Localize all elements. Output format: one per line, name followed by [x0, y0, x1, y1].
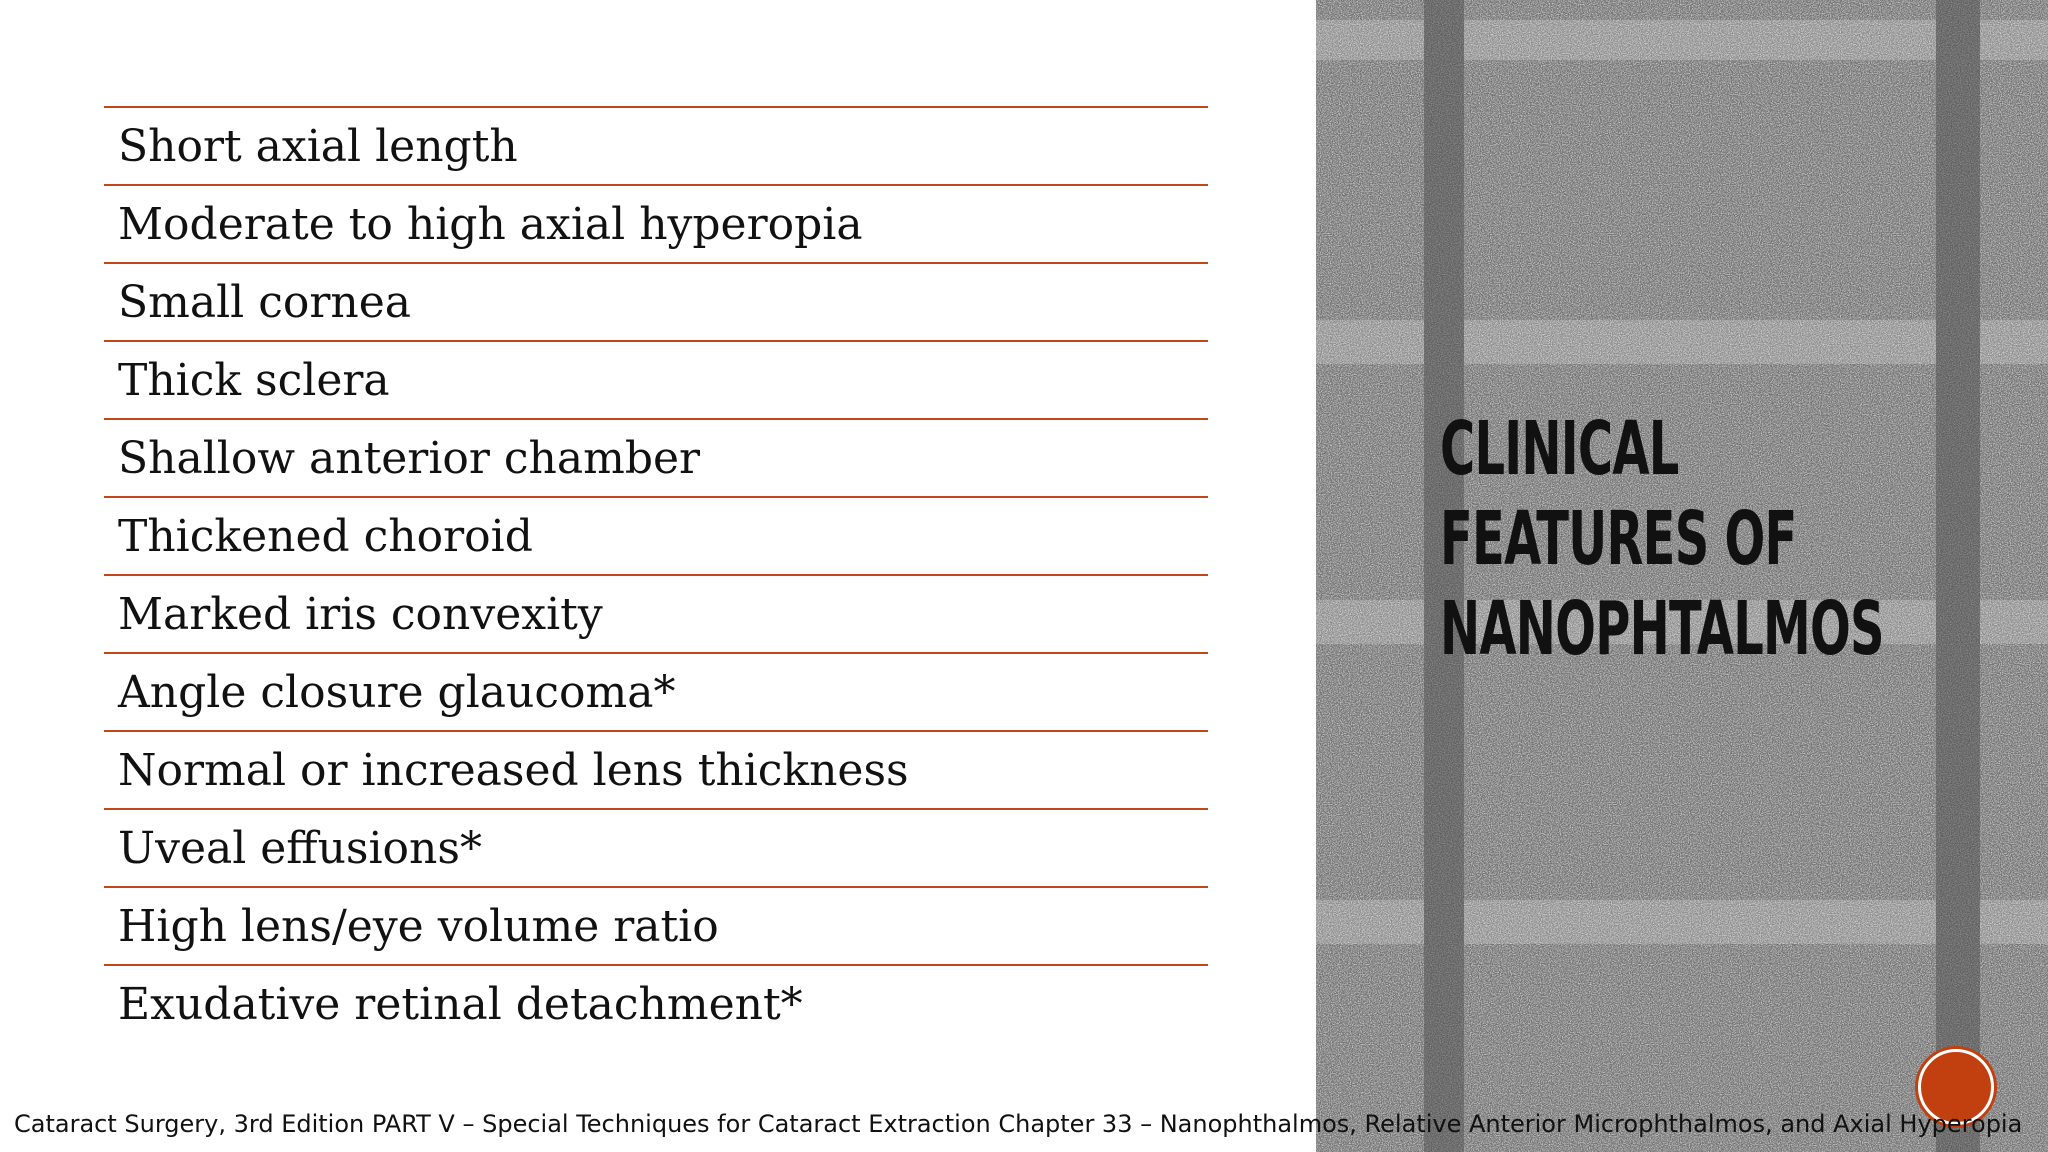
feature-list	[104, 106, 1208, 1042]
feature-item: Normal or increased lens thickness	[104, 732, 1208, 810]
feature-item: Shallow anterior chamber	[104, 420, 1208, 498]
feature-item: Small cornea	[104, 264, 1208, 342]
feature-item: Uveal effusions*	[104, 810, 1208, 888]
feature-item: Moderate to high axial hyperopia	[104, 186, 1208, 264]
feature-item: Thickened choroid	[104, 498, 1208, 576]
slide-title: CLINICAL FEATURES OF NANOPHTALMOS	[1440, 406, 1884, 672]
feature-item: Thick sclera	[104, 342, 1208, 420]
citation: Cataract Surgery, 3rd Edition PART V – Special Techniques for Cataract Extraction Chapter 33 – Nanophthalmos, Relative Anterior Microphthalmos, and Axial Hyperopia	[14, 1110, 2023, 1138]
feature-item: Exudative retinal detachment*	[118, 978, 803, 1030]
feature-item: Angle closure glaucoma*	[104, 654, 1208, 732]
feature-item: Marked iris convexity	[104, 576, 1208, 654]
feature-item: Short axial length	[104, 108, 1208, 186]
feature-item: High lens/eye volume ratio	[104, 888, 1208, 966]
